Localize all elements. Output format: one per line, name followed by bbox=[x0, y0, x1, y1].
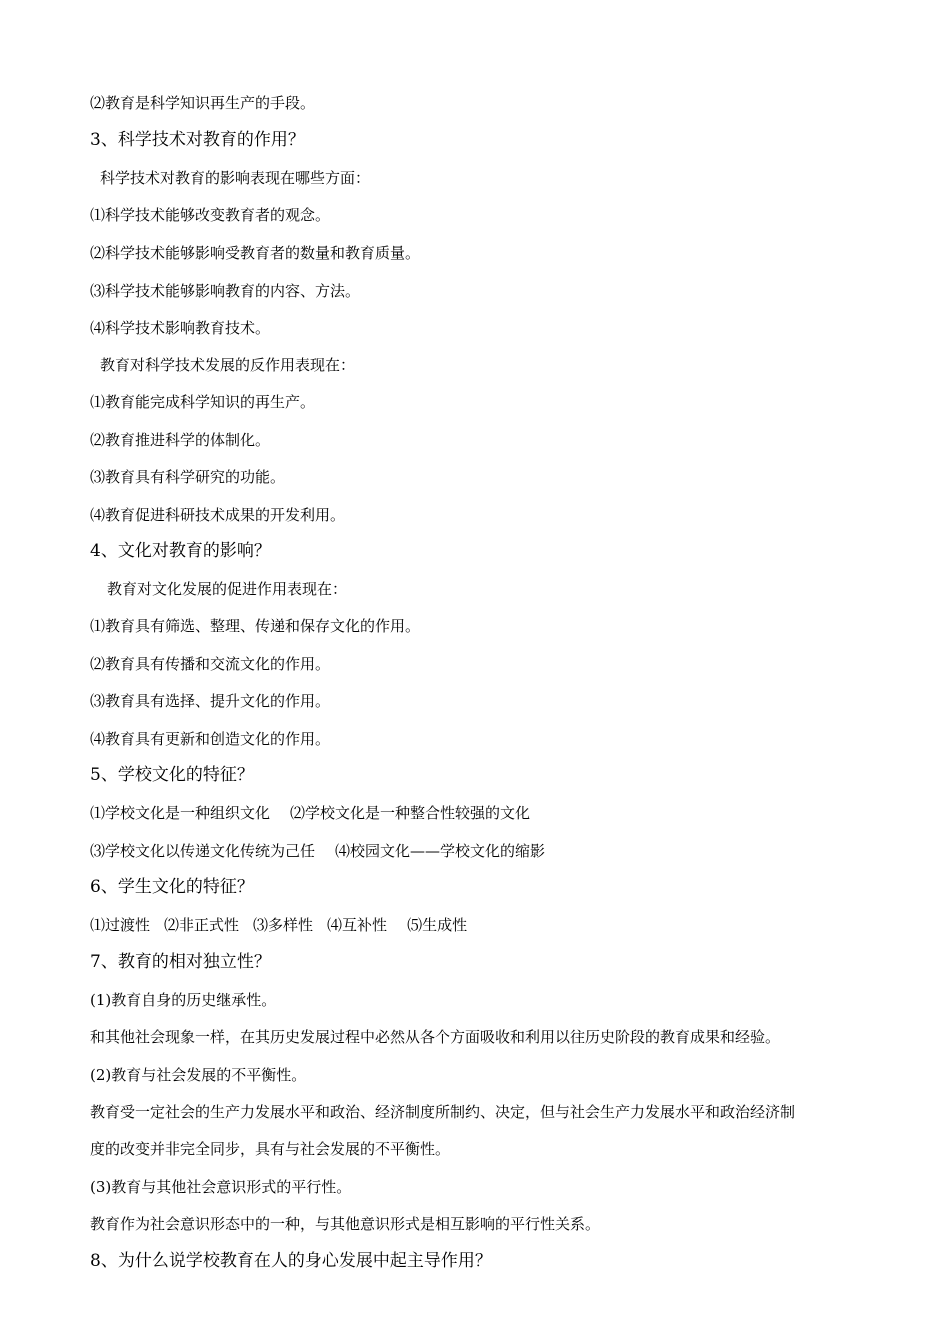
list-item: ⑷教育促进科研技术成果的开发利用。 bbox=[90, 506, 346, 524]
list-item: ⑷互补性 bbox=[327, 916, 388, 934]
list-item: ⑴过渡性 bbox=[90, 916, 151, 934]
question-heading-4: 4、文化对教育的影响？ bbox=[90, 541, 271, 561]
list-item: ⑵非正式性 bbox=[164, 916, 240, 934]
list-row bbox=[90, 841, 545, 861]
list-item: ⑵学校文化是一种整合性较强的文化 bbox=[290, 804, 531, 822]
list-item: ⑶科学技术能够影响教育的内容、方法。 bbox=[90, 282, 361, 300]
question-heading-8: 8、为什么说学校教育在人的身心发展中起主导作用？ bbox=[90, 1251, 492, 1271]
list-item: ⑵科学技术能够影响受教育者的数量和教育质量。 bbox=[90, 244, 421, 262]
text-line: ⑵教育是科学知识再生产的手段。 bbox=[90, 94, 316, 112]
list-item: ⑴科学技术能够改变教育者的观念。 bbox=[90, 206, 331, 224]
subheading-text: 科学技术对教育的影响表现在哪些方面： bbox=[100, 169, 371, 187]
list-item: ⑶教育具有科学研究的功能。 bbox=[90, 468, 286, 486]
paragraph-text: 度的改变并非完全同步，具有与社会发展的不平衡性。 bbox=[90, 1140, 451, 1158]
subheading-text: (2)教育与社会发展的不平衡性。 bbox=[90, 1066, 307, 1084]
question-heading-3: 3、科学技术对教育的作用？ bbox=[90, 130, 305, 150]
subheading-text: (1)教育自身的历史继承性。 bbox=[90, 991, 277, 1009]
subheading-text: 教育对文化发展的促进作用表现在： bbox=[107, 580, 348, 598]
list-item: ⑷校园文化——学校文化的缩影 bbox=[335, 842, 546, 860]
question-heading-5: 5、学校文化的特征？ bbox=[90, 765, 254, 785]
subheading-text: 教育对科学技术发展的反作用表现在： bbox=[100, 356, 356, 374]
paragraph-text: 教育受一定社会的生产力发展水平和政治、经济制度所制约、决定，但与社会生产力发展水平和政治经济制 bbox=[90, 1103, 796, 1121]
list-item: ⑵教育推进科学的体制化。 bbox=[90, 431, 271, 449]
list-item: ⑴学校文化是一种组织文化 bbox=[90, 804, 271, 822]
list-item: ⑶教育具有选择、提升文化的作用。 bbox=[90, 692, 331, 710]
list-item: ⑶学校文化以传递文化传统为己任 bbox=[90, 842, 316, 860]
list-item: ⑶多样性 bbox=[253, 916, 314, 934]
list-item: ⑴教育具有筛选、整理、传递和保存文化的作用。 bbox=[90, 617, 421, 635]
question-heading-7: 7、教育的相对独立性？ bbox=[90, 952, 271, 972]
list-item: ⑴教育能完成科学知识的再生产。 bbox=[90, 393, 316, 411]
paragraph-text: 教育作为社会意识形态中的一种，与其他意识形式是相互影响的平行性关系。 bbox=[90, 1215, 601, 1233]
paragraph-text: 和其他社会现象一样，在其历史发展过程中必然从各个方面吸收和利用以往历史阶段的教育成果和经验。 bbox=[90, 1028, 781, 1046]
list-item: ⑷教育具有更新和创造文化的作用。 bbox=[90, 730, 331, 748]
subheading-text: (3)教育与其他社会意识形式的平行性。 bbox=[90, 1178, 352, 1196]
list-row bbox=[90, 915, 467, 935]
list-row bbox=[90, 803, 530, 823]
list-item: ⑷科学技术影响教育技术。 bbox=[90, 319, 271, 337]
list-item: ⑵教育具有传播和交流文化的作用。 bbox=[90, 655, 331, 673]
question-heading-6: 6、学生文化的特征？ bbox=[90, 877, 254, 897]
list-item: ⑸生成性 bbox=[407, 916, 468, 934]
